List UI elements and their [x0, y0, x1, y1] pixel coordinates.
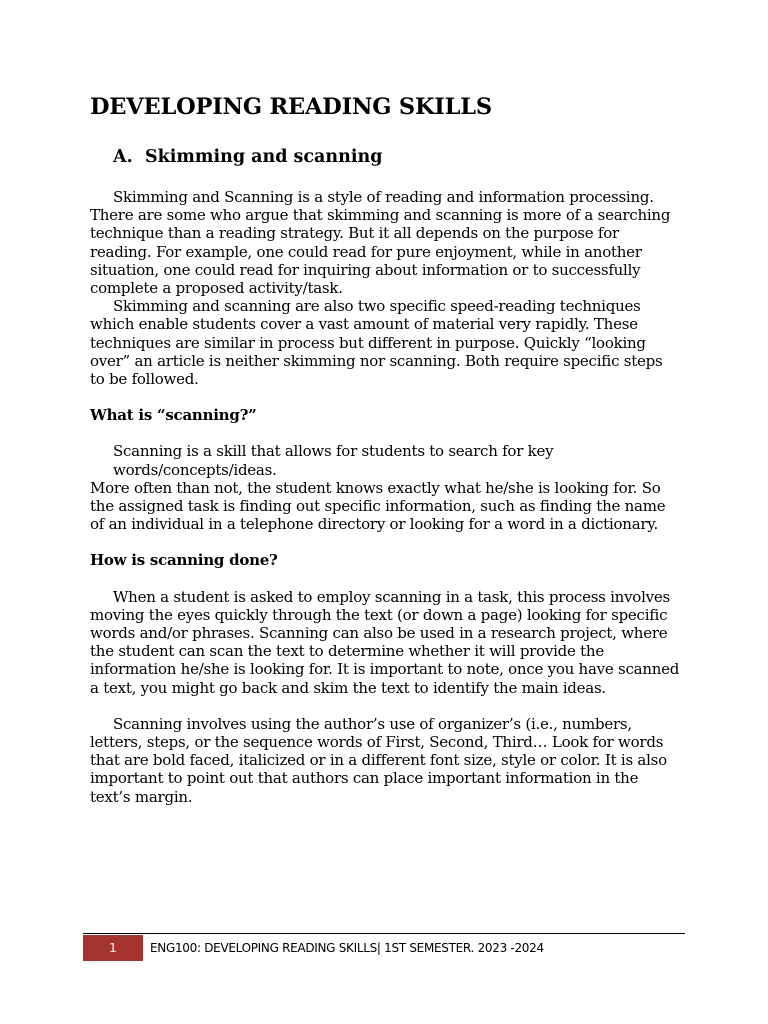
document-title: DEVELOPING READING SKILLS [90, 94, 492, 120]
how-paragraph-1: When a student is asked to employ scanning in a task, this process involves moving the eyes quickly through the text (or down a page) looking for specific words and/or phrases. Scanning can also be used in a research project, where the student can scan the text to determine whether it will provide the information he/she is looking for. It is important to note, once you have scanned a text, you might go back and skim the text to identify the main ideas. [90, 587, 680, 697]
footer-course-label: ENG100: DEVELOPING READING SKILLS| 1ST SEMESTER. 2023 -2024 [150, 941, 544, 955]
what-is-scanning-heading: What is “scanning?” [90, 406, 257, 425]
page-footer [83, 933, 685, 962]
scanning-definition: Scanning is a skill that allows for students to search for key words/concepts/ideas. [113, 442, 554, 479]
section-title: Skimming and scanning [145, 147, 383, 167]
how-is-scanning-done-heading: How is scanning done? [90, 551, 278, 570]
intro-paragraph-1: Skimming and Scanning is a style of reading and information processing. There are some who argue that skimming and scanning is more of a searching technique than a reading strategy. But it all depends on the purpose for reading. For example, one could read for pure enjoyment, while in another situation, one could read for inquiring about information or to successfully complete a proposed activity/task. [90, 188, 671, 298]
intro-paragraph-2: Skimming and scanning are also two specific speed-reading techniques which enable students cover a vast amount of material very rapidly. These techniques are similar in process but different in purpose. Quickly “looking over” an article is neither skimming nor scanning. Both require specific steps to be followed. [90, 297, 663, 389]
page-number-badge: 1 [83, 935, 143, 961]
section-number: A. [113, 147, 133, 167]
page-body [90, 92, 680, 806]
paragraph-spacer [90, 697, 680, 715]
section-heading [113, 146, 680, 168]
how-paragraph-2: Scanning involves using the author’s use of organizer’s (i.e., numbers, letters, steps, or the sequence words of First, Second, Third… Look for words that are bold faced, italicized or in a different font size, style or color. It is also important to point out that authors can place important information in the text’s margin. [90, 714, 667, 806]
scanning-explanation: More often than not, the student knows exactly what he/she is looking for. So the assigned task is finding out specific information, such as finding the name of an individual in a telephone directory or looking for a word in a dictionary. [90, 478, 666, 534]
